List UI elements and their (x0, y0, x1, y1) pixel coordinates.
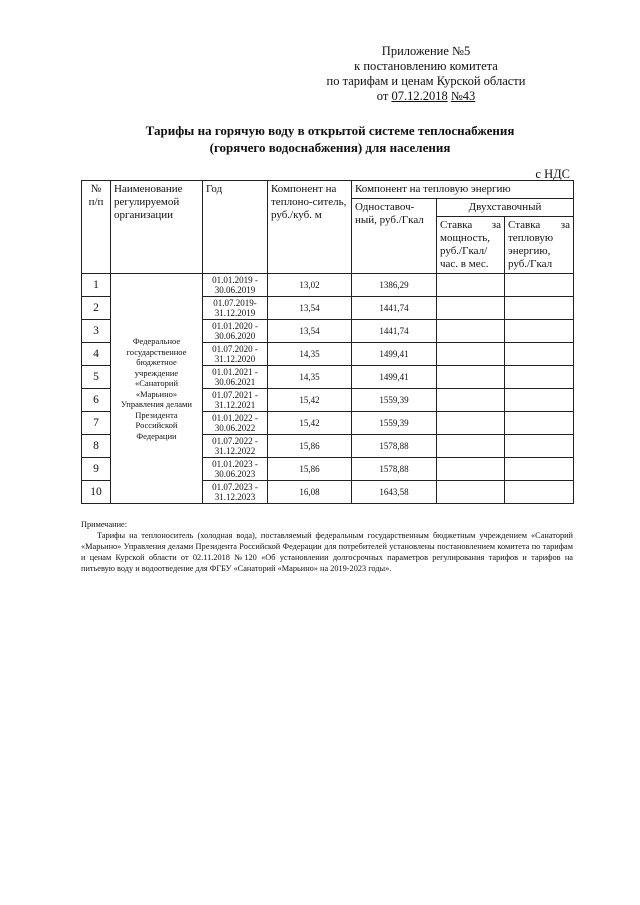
note-text-row (81, 530, 573, 574)
appendix-title: Приложение №5 (381, 44, 471, 58)
row-period: 01.07.2019-31.12.2019 (203, 297, 268, 320)
row-energy-rate (505, 366, 574, 389)
appendix-date-prefix: от (376, 89, 392, 103)
row-energy-rate (505, 435, 574, 458)
row-number: 4 (82, 343, 111, 366)
row-capacity-rate (437, 297, 505, 320)
row-capacity-rate (437, 458, 505, 481)
row-period: 01.01.2019 - 30.06.2019 (203, 274, 268, 297)
appendix-number: №43 (450, 89, 476, 103)
row-carrier-rate: 13,54 (268, 320, 352, 343)
row-single-rate: 1441,74 (352, 297, 437, 320)
row-single-rate: 1386,29 (352, 274, 437, 297)
header-single: Одноставоч-ный, руб./Гкал (352, 199, 437, 274)
row-carrier-rate: 16,08 (268, 481, 352, 504)
row-number: 2 (82, 297, 111, 320)
row-energy-rate (505, 297, 574, 320)
note-text: Тарифы на теплоноситель (холодная вода), поставляемый федеральным государственным бюджетным учреждением «Санаторий «Марьино» Управления делами Президента Российской Федерации для потребителей установлены постановлением комитета по тарифам и ценам Курской области от 02.11.2018 №120 «Об установлении долгосрочных параметров регулирования тарифов и тарифов на питьевую воду и водоотведение для ФГБУ «Санаторий «Марьино» на 2019-2023 годы». (81, 531, 573, 573)
row-energy-rate (505, 343, 574, 366)
row-energy-rate (505, 458, 574, 481)
row-carrier-rate: 15,42 (268, 412, 352, 435)
row-capacity-rate (437, 274, 505, 297)
row-single-rate: 1578,88 (352, 435, 437, 458)
header-energy-rate: Ставка за тепловую энергию, руб./Гкал (505, 217, 574, 274)
row-single-rate: 1643,58 (352, 481, 437, 504)
row-single-rate: 1499,41 (352, 366, 437, 389)
row-period: 01.01.2023 - 30.06.2023 (203, 458, 268, 481)
row-carrier-rate: 14,35 (268, 366, 352, 389)
header-capacity: Ставка за мощность, руб./Гкал/час. в мес. (437, 217, 505, 274)
row-carrier-rate: 15,86 (268, 458, 352, 481)
row-capacity-rate (437, 481, 505, 504)
row-carrier-rate: 13,54 (268, 297, 352, 320)
appendix-line-3: по тарифам и ценам Курской области (326, 74, 526, 88)
appendix-date: 07.12.2018 (391, 89, 448, 103)
row-single-rate: 1559,39 (352, 389, 437, 412)
row-capacity-rate (437, 343, 505, 366)
row-capacity-rate (437, 412, 505, 435)
row-number: 5 (82, 366, 111, 389)
appendix-header (300, 44, 552, 104)
header-energy: Компонент на тепловую энергию (352, 181, 574, 199)
row-carrier-rate: 15,42 (268, 389, 352, 412)
title-line-2: (горячего водоснабжения) для населения (209, 140, 451, 155)
appendix-line-2: к постановлению комитета (354, 59, 498, 73)
row-period: 01.07.2021 - 31.12.2021 (203, 389, 268, 412)
row-capacity-rate (437, 320, 505, 343)
table-body (82, 274, 574, 504)
row-number: 3 (82, 320, 111, 343)
note-label: Примечание: (81, 520, 128, 529)
row-number: 8 (82, 435, 111, 458)
row-carrier-rate: 15,86 (268, 435, 352, 458)
row-period: 01.07.2020 - 31.12.2020 (203, 343, 268, 366)
organization-name: Федеральное государственное бюджетное учреждение «Санаторий «Марьино» Управления делами Президента Российской Федерации (111, 274, 203, 504)
row-number: 1 (82, 274, 111, 297)
row-energy-rate (505, 320, 574, 343)
row-period: 01.01.2022 - 30.06.2022 (203, 412, 268, 435)
row-energy-rate (505, 389, 574, 412)
title-line-1: Тарифы на горячую воду в открытой системе теплоснабжения (145, 123, 515, 138)
row-number: 7 (82, 412, 111, 435)
row-energy-rate (505, 412, 574, 435)
document-title (80, 122, 580, 156)
header-carrier: Компонент на теплоно-ситель, руб./куб. м (268, 181, 352, 274)
header-num: № п/п (82, 181, 111, 274)
row-single-rate: 1441,74 (352, 320, 437, 343)
tariff-table (81, 180, 574, 504)
row-energy-rate (505, 481, 574, 504)
row-capacity-rate (437, 435, 505, 458)
note (81, 519, 573, 574)
row-energy-rate (505, 274, 574, 297)
row-single-rate: 1559,39 (352, 412, 437, 435)
row-number: 6 (82, 389, 111, 412)
row-period: 01.07.2022 - 31.12.2022 (203, 435, 268, 458)
header-double: Двухставочный (437, 199, 574, 217)
appendix-date-line (300, 89, 552, 104)
header-org: Наименование регулируемой организации (111, 181, 203, 274)
row-carrier-rate: 14,35 (268, 343, 352, 366)
row-single-rate: 1578,88 (352, 458, 437, 481)
row-number: 9 (82, 458, 111, 481)
vat-note: с НДС (535, 167, 570, 181)
row-carrier-rate: 13,02 (268, 274, 352, 297)
row-capacity-rate (437, 389, 505, 412)
table-row (82, 274, 574, 297)
header-year: Год (203, 181, 268, 274)
row-period: 01.07.2023 - 31.12.2023 (203, 481, 268, 504)
row-period: 01.01.2021 - 30.06.2021 (203, 366, 268, 389)
row-single-rate: 1499,41 (352, 343, 437, 366)
row-number: 10 (82, 481, 111, 504)
row-capacity-rate (437, 366, 505, 389)
row-period: 01.01.2020 - 30.06.2020 (203, 320, 268, 343)
